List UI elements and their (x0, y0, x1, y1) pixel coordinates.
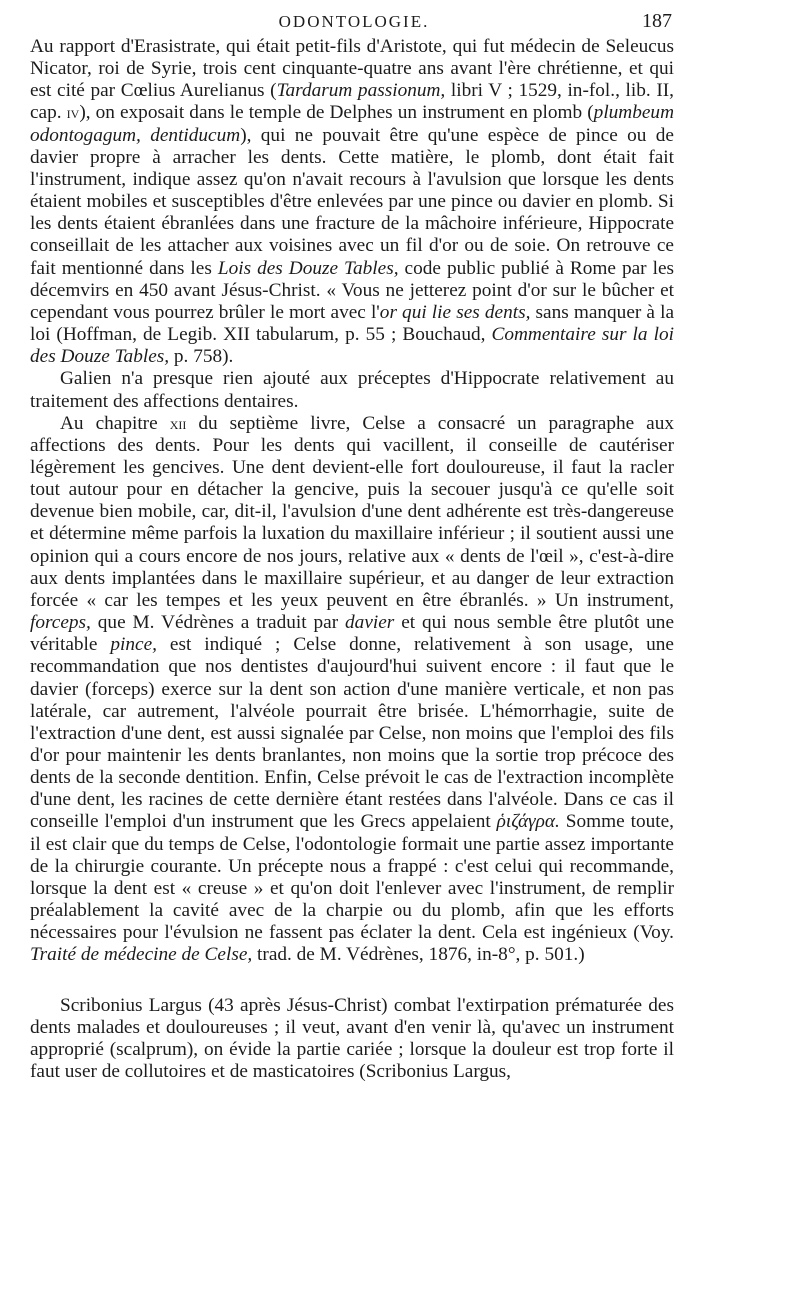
running-title: ODONTOLOGIE. (278, 12, 430, 31)
text-segment: sans manquer à la loi (Hoffman, de Legib. XII tabularum, p. 55 ; Bouchaud, (30, 301, 675, 346)
text-segment: et qui nous semble être plutôt une véritable (30, 612, 674, 656)
text-segment: Scribonius Largus (43 après Jésus-Christ) combat l'extirpation prématurée des dents malades et douloureuses ; il veut, avant d'en venir là, qu'avec un instrument approprié (scalprum), on évide la partie cariée ; lorsque la douleur est trop forte il faut user de collutoires et de masticatoires (Scribonius Largus, (30, 994, 674, 1083)
text-segment: libri V ; 1529, in-fol., lib. II, cap. (30, 80, 675, 124)
body-text (30, 36, 674, 1083)
text-segment: trad. de M. Védrènes, 1876, in-8°, p. 501.) (252, 944, 585, 966)
text-segment: est indiqué ; Celse donne, relativement à son usage, une recommandation que nos dentistes d'aujourd'hui suivent encore : il faut que le davier (forceps) exerce sur la dent son action d'une manière verticale, et non pas latérale, car autrement, l'alvéole pourrait être brisée. L'hémorrhagie, suite de l'extraction d'une dent, est aussi signalée par Celse, non moins que l'emploi des fils d'or pour maintenir les dents branlantes, non moins que la sortie trop précoce des dents de la seconde dentition. Enfin, Celse prévoit le cas de l'extraction incomplète d'une dent, les racines de cette dernière étant restées dans l'alvéole. Dans ce cas il conseille l'emploi d'un instrument que les Grecs appelaient (30, 634, 674, 833)
text-segment: que M. Védrènes a traduit par (90, 612, 346, 634)
text-segment: Galien n'a presque rien ajouté aux préceptes d'Hippocrate relativement au traitement des affections dentaires. (30, 368, 674, 412)
text-segment: code public publié à Rome par les décemvirs en 450 avant Jésus-Christ. « Vous ne jetterez point d'or sur le bûcher et cependant vous pourrez brûler le mort avec l' (30, 257, 674, 323)
paragraph-celse (30, 413, 674, 967)
italic-text: Traité de médecine de Celse, (30, 944, 253, 966)
italic-text: Lois des Douze Tables, (217, 257, 399, 279)
running-head (36, 8, 672, 36)
italic-text: plumbeum odontogagum, dentiducum (30, 102, 674, 146)
small-caps-text: xii (169, 413, 187, 433)
italic-text: forceps, (30, 612, 91, 634)
text-segment: Au rapport d'Erasistrate, qui était petit-fils d'Aristote, qui fut médecin de Seleucus Nicator, roi de Syrie, trois cent cinquante-quatre ans avant l'ère chrétienne, et qui est cité par Cœlius Aurelianus ( (30, 36, 674, 102)
italic-text: Commentaire sur la loi des Douze Tables, (30, 324, 674, 368)
italic-text: ῥιζάγρα. (496, 811, 560, 833)
page-number: 187 (642, 10, 672, 32)
text-segment: Somme toute, il est clair que du temps de Celse, l'odontologie formait une partie assez importante de la chirurgie courante. Un précepte nous a frappé : c'est celui qui recommande, lorsque la dent est « creuse » et qu'on doit l'enlever avec l'instrument, de remplir préalablement la cavité avec de la charpie ou du plomb, afin que les efforts nécessaires pour l'évulsion ne fassent pas éclater la dent. Cela est ingénieux (Voy. (30, 811, 674, 944)
paragraph-erasistrate (30, 36, 674, 368)
paragraph-scribonius (30, 995, 674, 1084)
small-caps-text: iv (66, 103, 80, 123)
text-segment: p. 758). (169, 346, 234, 368)
italic-text: or qui lie ses dents, (379, 301, 531, 323)
paragraph-galien (30, 368, 674, 412)
text-segment: ), qui ne pouvait être qu'une espèce de pince ou de davier propre à arracher les dents. Cette matière, le plomb, dont était fait l'instrument, indique assez qu'on n'avait recours à l'avulsion que lorsque les dents étaient mobiles et susceptibles d'être enlevées par une pince ou davier en plomb. Si les dents étaient ébranlées dans une fracture de la mâchoire inférieure, Hippocrate conseillait de les attacher aux voisines avec un fil d'or ou de soie. On retrouve ce fait mentionné dans les (30, 124, 674, 279)
text-segment: ), on exposait dans le temple de Delphes un instrument en plomb ( (79, 102, 594, 124)
text-segment: Au chapitre (60, 412, 170, 434)
text-segment: du septième livre, Celse a consacré un paragraphe aux affections des dents. Pour les dents qui vacillent, il conseille de cautériser légèrement les gencives. Une dent devient-elle fort douloureuse, il faut la racler tout autour pour en détacher la gencive, puis la secouer jusqu'à ce qu'elle soit devenue bien mobile, car, dit-il, l'avulsion d'une dent adhérente est très-dangereuse et détermine même parfois la luxation du maxillaire inférieur ; il soutient aussi une opinion qui a cours encore de nos jours, relative aux « dents de l'œil », c'est-à-dire aux dents implantées dans le maxillaire supérieur, et au danger de leur extraction forcée « car les tempes et les yeux peuvent en être ébranlés. » Un instrument, (30, 412, 675, 611)
italic-text: pince, (110, 634, 157, 656)
italic-text: davier (345, 612, 395, 634)
italic-text: Tardarum passionum, (276, 80, 446, 102)
